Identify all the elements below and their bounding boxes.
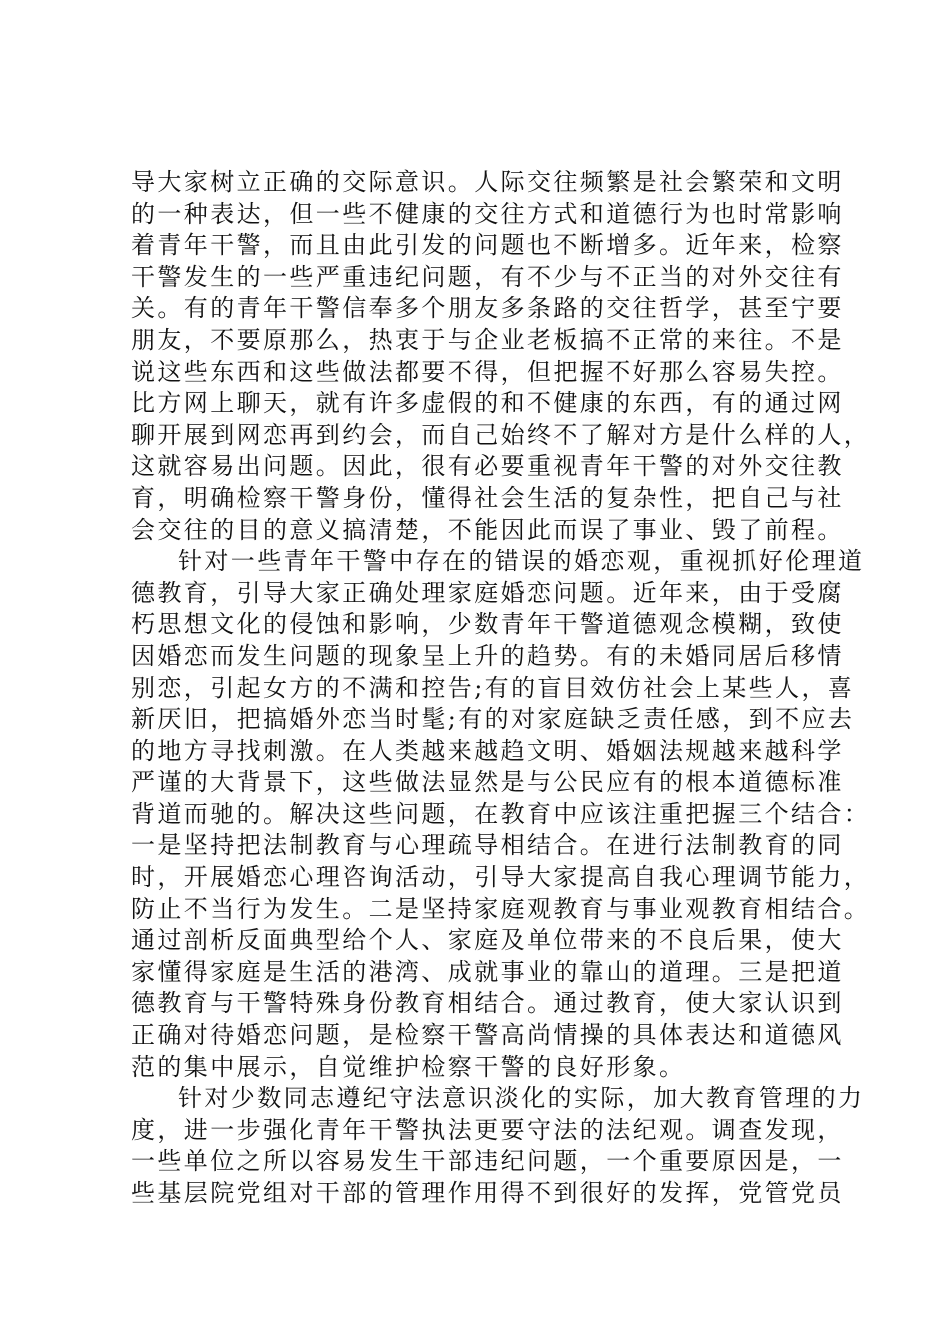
text-line: 的地方寻找刺激。在人类越来越趋文明、婚姻法规越来越科学 [131, 736, 844, 765]
text-line: 会交往的目的意义搞清楚，不能因此而误了事业、毁了前程。 [131, 515, 844, 544]
text-line: 正确对待婚恋问题，是检察干警高尚情操的具体表达和道德风 [131, 1021, 844, 1050]
paragraph-2 [131, 546, 871, 1083]
text-line: 通过剖析反面典型给个人、家庭及单位带来的不良后果，使大 [131, 926, 844, 955]
text-line: 德教育与干警特殊身份教育相结合。通过教育，使大家认识到 [131, 989, 844, 1018]
text-line: 些基层院党组对干部的管理作用得不到很好的发挥，党管党员 [131, 1179, 844, 1207]
text-line: 关。有的青年干警信奉多个朋友多条路的交往哲学，甚至宁要 [131, 294, 844, 323]
text-line: 严谨的大背景下，这些做法显然是与公民应有的根本道德标准 [131, 768, 844, 797]
paragraph-3 [131, 1083, 865, 1209]
text-line-first: 针对少数同志遵纪守法意识淡化的实际，加大教育管理的力 [178, 1084, 865, 1113]
paragraph-1 [131, 167, 871, 546]
text-line: 范的集中展示，自觉维护检察干警的良好形象。 [131, 1052, 686, 1081]
text-line: 说这些东西和这些做法都要不得，但把握不好那么容易失控。 [131, 357, 844, 386]
text-line: 度，进一步强化青年干警执法更要守法的法纪观。调查发现， [131, 1115, 844, 1144]
text-line: 聊开展到网恋再到约会，而自己始终不了解对方是什么样的人， [131, 420, 871, 449]
text-line: 背道而驰的。解决这些问题，在教育中应该注重把握三个结合： [131, 799, 871, 828]
text-line: 的一种表达，但一些不健康的交往方式和道德行为也时常影响 [131, 199, 844, 228]
text-line: 朋友，不要原那么，热衷于与企业老板搞不正常的来往。不是 [131, 325, 844, 354]
text-line: 别恋，引起女方的不满和控告;有的盲目效仿社会上某些人，喜 [131, 673, 855, 702]
document-body [131, 167, 871, 1210]
text-line: 德教育，引导大家正确处理家庭婚恋问题。近年来，由于受腐 [131, 578, 844, 607]
text-line: 因婚恋而发生问题的现象呈上升的趋势。有的未婚同居后移情 [131, 641, 844, 670]
text-line: 一些单位之所以容易发生干部违纪问题，一个重要原因是，一 [131, 1147, 844, 1176]
text-line: 导大家树立正确的交际意识。人际交往频繁是社会繁荣和文明 [131, 168, 844, 196]
text-line-first: 针对一些青年干警中存在的错误的婚恋观，重视抓好伦理道 [178, 547, 865, 576]
text-line: 新厌旧，把搞婚外恋当时髦;有的对家庭缺乏责任感，到不应去 [131, 705, 855, 734]
text-line: 防止不当行为发生。二是坚持家庭观教育与事业观教育相结合。 [131, 894, 871, 923]
text-line: 朽思想文化的侵蚀和影响，少数青年干警道德观念模糊，致使 [131, 610, 844, 639]
text-line: 时，开展婚恋心理咨询活动，引导大家提高自我心理调节能力， [131, 863, 871, 892]
text-line: 家懂得家庭是生活的港湾、成就事业的靠山的道理。三是把道 [131, 957, 844, 986]
text-line: 一是坚持把法制教育与心理疏导相结合。在进行法制教育的同 [131, 831, 844, 860]
text-line: 干警发生的一些严重违纪问题，有不少与不正当的对外交往有 [131, 262, 844, 291]
text-line: 这就容易出问题。因此，很有必要重视青年干警的对外交往教 [131, 452, 844, 481]
text-line: 着青年干警，而且由此引发的问题也不断增多。近年来，检察 [131, 231, 844, 260]
text-line: 育，明确检察干警身份，懂得社会生活的复杂性，把自己与社 [131, 483, 844, 512]
text-line: 比方网上聊天，就有许多虚假的和不健康的东西，有的通过网 [131, 389, 844, 418]
